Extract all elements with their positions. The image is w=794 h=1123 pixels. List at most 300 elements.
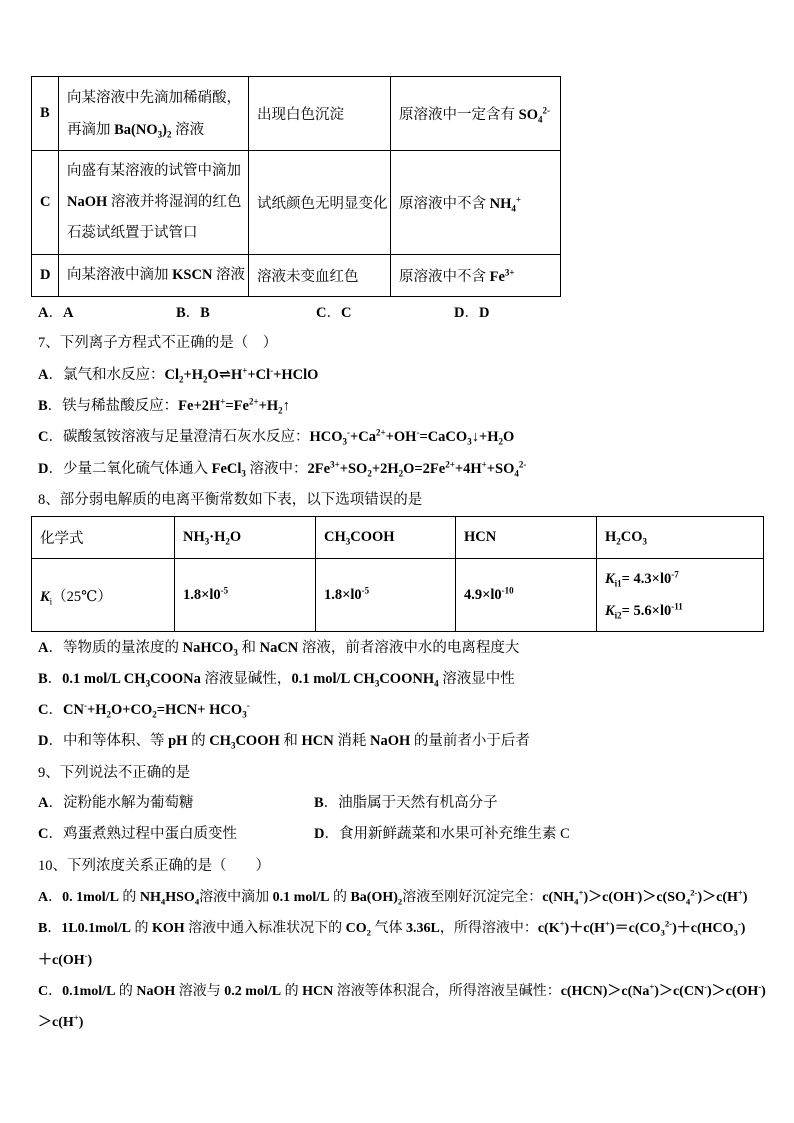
text-run: 2+	[248, 396, 259, 407]
text-run: A	[38, 640, 49, 656]
text-run: -	[634, 887, 638, 898]
text-run: COONa	[150, 671, 201, 687]
text-run: )＞c(H	[697, 890, 738, 905]
q10-stem: 10、下列浓度关系正确的是（ ）	[38, 858, 270, 874]
text-run: -	[737, 918, 741, 929]
q10-option-b	[38, 919, 745, 939]
q7-option-a	[38, 365, 318, 385]
text-run: NH	[489, 196, 512, 212]
text-run: i1	[614, 578, 622, 589]
text-run: pH	[168, 733, 188, 749]
prev-option-a	[38, 303, 73, 323]
text-run: 溶液显碱性，	[200, 671, 292, 687]
text-run: 2	[178, 374, 184, 385]
text-run: 4	[537, 114, 543, 125]
q10-option-a	[38, 888, 748, 908]
q7-option-b	[38, 396, 290, 416]
operation-cell	[59, 77, 249, 151]
text-run: NaOH	[370, 733, 411, 749]
text-run: 3	[345, 536, 351, 547]
text-run: -7	[671, 569, 679, 580]
text-run: 0.2 mol/L	[224, 984, 282, 999]
text-run: A	[38, 890, 49, 905]
text-run: COOH	[350, 529, 395, 545]
text-run: C	[316, 305, 327, 321]
operation-cell	[59, 151, 249, 255]
value-ch3cooh	[316, 559, 456, 632]
text-run: A	[38, 367, 49, 383]
text-run: 2	[366, 927, 371, 938]
text-run: A	[62, 305, 74, 321]
text-run: 溶液	[171, 121, 205, 138]
text-run: +	[242, 365, 248, 376]
text-run: 的	[130, 921, 152, 936]
q9-option-b	[314, 793, 498, 813]
operation-cell	[59, 255, 249, 297]
text-run: B	[38, 921, 48, 936]
text-run: +H	[183, 367, 204, 383]
text-run: 消耗	[333, 733, 370, 749]
text-run: D	[38, 733, 49, 749]
text-run: 2	[397, 896, 403, 907]
text-run: 向某溶液中滴加	[67, 267, 173, 283]
text-run: )＞c(CN	[654, 984, 705, 999]
text-run: Cl	[164, 367, 179, 383]
table-row	[32, 151, 561, 255]
text-run: 2-	[542, 105, 550, 116]
text-run: COOH	[235, 733, 280, 749]
text-run: -	[84, 950, 88, 961]
header-h2co3	[597, 517, 764, 559]
text-run: 3	[374, 678, 380, 689]
q9-option-a	[38, 793, 193, 813]
text-run: 2	[398, 468, 404, 479]
text-run: 2	[616, 536, 621, 547]
text-run: A	[38, 305, 49, 321]
text-run: -	[246, 700, 250, 711]
text-run: +	[649, 981, 655, 992]
prev-option-b	[176, 303, 210, 323]
text-run: =CaCO	[419, 429, 468, 445]
text-run: 3.36L	[405, 921, 440, 936]
q9-option-c	[38, 824, 237, 844]
row-label-ki	[32, 559, 175, 632]
text-run: 3	[467, 436, 472, 447]
text-run: = 4.3×l0	[621, 571, 672, 587]
operation-line	[67, 260, 244, 291]
text-run: -	[83, 700, 87, 711]
text-run: 4	[194, 896, 200, 907]
text-run: NaOH	[67, 194, 108, 210]
q10-option-c-continued	[38, 1013, 83, 1033]
q9-stem: 9、下列说法不正确的是	[38, 765, 191, 781]
text-run: 再滴加	[67, 121, 115, 138]
text-run: 3	[733, 927, 738, 938]
text-run: 2	[367, 468, 372, 479]
text-run: D	[454, 305, 465, 321]
text-run: ＋c(OH	[38, 953, 85, 968]
text-run: 2	[498, 436, 503, 447]
text-run: ＞c(H	[38, 1015, 74, 1030]
text-run: 原溶液中一定含有	[399, 107, 519, 123]
text-run: 的	[329, 890, 351, 905]
text-run: 向某溶液中先滴加稀硝酸，	[67, 89, 241, 106]
text-run: +H	[258, 398, 279, 414]
text-run: +	[578, 887, 584, 898]
value-h2co3-ki2	[605, 595, 759, 627]
text-run: c(HCN)＞c(Na	[560, 984, 650, 999]
text-run: 2+	[376, 427, 386, 438]
text-run: 的	[281, 984, 303, 999]
text-run: 的	[118, 890, 140, 905]
text-run: ．	[47, 671, 63, 687]
operation-line	[67, 218, 244, 249]
phenomenon-cell: 出现白色沉淀	[249, 77, 391, 151]
text-run: -	[347, 427, 351, 438]
text-run: ⇌	[218, 367, 231, 383]
text-run: 溶液中通入标准状况下的	[184, 921, 346, 936]
text-run: ．碳酸氢铵溶液与足量澄清石灰水反应：	[48, 429, 310, 445]
text-run: K	[605, 571, 615, 587]
text-run: 原溶液中不含	[399, 269, 490, 285]
ionization-constant-table	[31, 516, 764, 632]
text-run: HCN	[302, 984, 334, 999]
operation-line	[67, 156, 244, 187]
text-run: ．	[48, 305, 63, 321]
text-run: （25℃）	[52, 588, 112, 605]
text-run: +	[737, 887, 743, 898]
text-run: ．少量二氧化硫气体通入	[48, 461, 212, 477]
text-run: )	[761, 984, 766, 999]
text-run: 溶液至刚好沉淀完全：	[402, 890, 543, 905]
text-run: +	[604, 918, 610, 929]
text-run: i2	[614, 610, 622, 621]
text-run: SO	[518, 107, 538, 123]
text-run: B	[38, 398, 48, 414]
text-run: 和	[237, 640, 260, 656]
prev-option-d	[454, 303, 489, 323]
text-run: ．食用新鲜蔬菜和水果可补充维生素 C	[324, 826, 570, 842]
text-run: B	[314, 795, 324, 811]
text-run: ．	[48, 702, 63, 718]
text-run: ·H	[209, 529, 226, 545]
text-run: 的量前者小于后者	[410, 733, 530, 749]
text-run: NH	[183, 529, 205, 545]
text-run: K	[40, 588, 50, 605]
text-run: ，所得溶液中：	[439, 921, 538, 936]
text-run: C	[38, 429, 49, 445]
table-row	[32, 559, 764, 632]
text-run: 2Fe	[307, 461, 331, 477]
text-run: +	[515, 194, 521, 205]
text-run: =Fe	[225, 398, 249, 414]
operation-line	[67, 114, 244, 146]
text-run: +OH	[385, 429, 417, 445]
text-run: Ba(OH)	[350, 890, 398, 905]
text-run: 2	[152, 709, 157, 720]
text-run: +	[559, 918, 565, 929]
q8-stem: 8、部分弱电解质的电离平衡常数如下表，以下选项错误的是	[38, 492, 423, 508]
text-run: B	[200, 305, 210, 321]
operation-line	[67, 187, 244, 218]
text-run: 溶液与	[175, 984, 225, 999]
text-run: -10	[501, 584, 514, 595]
table-header-row	[32, 517, 764, 559]
text-run: H	[605, 529, 617, 545]
text-run: )＞c(SO	[637, 890, 686, 905]
text-run: CO	[620, 529, 643, 545]
table-row	[32, 255, 561, 297]
header-ch3cooh	[316, 517, 456, 559]
text-run: 1L0.1mol/L	[61, 921, 131, 936]
text-run: c(NH	[542, 890, 575, 905]
text-run: C	[340, 305, 352, 321]
text-run: ↓+H	[471, 429, 499, 445]
text-run: ↑	[282, 398, 290, 414]
text-run: 2	[166, 128, 172, 139]
q8-option-c	[38, 700, 250, 720]
text-run: NaOH	[136, 984, 176, 999]
value-h2co3	[597, 559, 764, 632]
q9-option-d	[314, 824, 570, 844]
text-run: +SO	[339, 461, 368, 477]
text-run: 溶液并将湿润的红色	[107, 194, 242, 210]
text-run: ．淀粉能水解为葡萄糖	[48, 795, 194, 811]
q7-stem: 7、下列离子方程式不正确的是（ ）	[38, 335, 278, 351]
text-run: )＞c(OH	[583, 890, 635, 905]
text-run: 气体	[370, 921, 406, 936]
header-nh3h2o	[175, 517, 316, 559]
text-run: 0. 1mol/L	[62, 890, 119, 905]
text-run: 3	[145, 678, 151, 689]
text-run: ．	[464, 305, 479, 321]
text-run: 0.1 mol/L	[272, 890, 330, 905]
text-run: 3	[230, 740, 236, 751]
text-run: Ba(NO	[114, 121, 158, 138]
text-run: B	[176, 305, 186, 321]
text-run: 2+	[445, 459, 455, 470]
text-run: C	[38, 826, 49, 842]
text-run: ．中和等体积、等	[48, 733, 169, 749]
text-run: )	[742, 890, 748, 905]
text-run: 4.9×l0	[464, 586, 502, 603]
text-run: 2	[278, 405, 283, 416]
value-hcn	[456, 559, 597, 632]
q10-option-c	[38, 982, 766, 1002]
text-run: ．	[326, 305, 341, 321]
text-run: NaCN	[259, 640, 299, 656]
text-run: =HCN+ HCO	[156, 702, 243, 718]
text-run: 3	[241, 468, 246, 479]
text-run: KSCN	[172, 267, 213, 283]
row-letter: C	[32, 151, 59, 255]
q7-option-c	[38, 427, 514, 447]
text-run: 3	[660, 927, 665, 938]
text-run: 3	[157, 128, 163, 139]
text-run: )＋c(H	[564, 921, 605, 936]
text-run: CO	[345, 921, 367, 936]
text-run: 0.1 mol/L CH	[291, 671, 375, 687]
text-run: -	[270, 365, 274, 376]
text-run: 4	[434, 678, 439, 689]
text-run: COONH	[379, 671, 435, 687]
text-run: 3+	[330, 459, 340, 470]
text-run: -	[416, 427, 420, 438]
text-run: +Ca	[350, 429, 376, 445]
text-run: )	[740, 921, 746, 936]
text-run: -	[758, 981, 762, 992]
text-run: c(K	[537, 921, 560, 936]
text-run: Fe+2H	[178, 398, 221, 414]
text-run: ．鸡蛋煮熟过程中蛋白质变性	[48, 826, 237, 842]
text-run: 2	[225, 536, 230, 547]
conclusion-cell	[391, 151, 561, 255]
text-run: O=2Fe	[403, 461, 446, 477]
text-run: +SO	[486, 461, 515, 477]
text-run: 3	[242, 709, 247, 720]
text-run: A	[38, 795, 49, 811]
text-run: K	[605, 603, 615, 619]
text-run: )＋c(HCO	[672, 921, 734, 936]
text-run: NH	[139, 890, 161, 905]
text-run: )＝c(CO	[609, 921, 661, 936]
text-run: 石蕊试纸置于试管口	[67, 225, 198, 241]
text-run: 1.8×l0	[183, 586, 221, 603]
text-run: +	[73, 1012, 79, 1023]
text-run: +	[481, 459, 487, 470]
text-run: -5	[220, 584, 229, 595]
text-run: 原溶液中不含	[399, 196, 490, 212]
text-run: ．	[47, 921, 62, 936]
text-run: O	[502, 429, 515, 445]
text-run: Fe	[489, 269, 505, 285]
text-run: D	[38, 461, 49, 477]
row-letter: D	[32, 255, 59, 297]
text-run: 3	[204, 536, 210, 547]
text-run: +HClO	[273, 367, 319, 383]
text-run: CN	[62, 702, 84, 718]
text-run: HCO	[309, 429, 343, 445]
text-run: HCN	[464, 529, 497, 545]
text-run: CH	[324, 529, 346, 545]
text-run: C	[38, 984, 49, 999]
text-run: ．铁与稀盐酸反应：	[47, 398, 179, 414]
text-run: ．	[48, 890, 63, 905]
text-run: +2H	[371, 461, 399, 477]
q8-option-b	[38, 669, 515, 689]
q8-option-d	[38, 731, 530, 751]
text-run: -	[704, 981, 707, 992]
text-run: B	[38, 671, 48, 687]
text-run: )	[78, 1015, 84, 1030]
text-run: 的	[115, 984, 137, 999]
text-run: 2	[106, 709, 111, 720]
text-run: 溶液	[212, 267, 246, 283]
text-run: 4	[685, 896, 691, 907]
text-run: 溶液中：	[245, 461, 308, 477]
q7-option-d	[38, 459, 526, 479]
experiment-table	[31, 76, 561, 297]
text-run: ．	[185, 305, 201, 321]
table-row	[32, 77, 561, 151]
text-run: )	[162, 121, 167, 138]
text-run: = 5.6×l0	[621, 603, 672, 619]
text-run: O+CO	[110, 702, 153, 718]
conclusion-cell	[391, 255, 561, 297]
text-run: 溶液中滴加	[199, 890, 273, 905]
header-formula-label	[32, 517, 175, 559]
text-run: 和	[279, 733, 302, 749]
text-run: 3	[642, 536, 648, 547]
text-run: )＞c(OH	[706, 984, 759, 999]
text-run: O	[229, 529, 242, 545]
text-run: 化学式	[40, 531, 84, 547]
text-run: H	[230, 367, 243, 383]
header-hcn	[456, 517, 597, 559]
text-run: 2-	[518, 459, 527, 470]
phenomenon-cell: 试纸颜色无明显变化	[249, 151, 391, 255]
text-run: +4H	[454, 461, 482, 477]
text-run: 4	[574, 896, 579, 907]
text-run: 2-	[664, 918, 673, 929]
text-run: 2-	[690, 887, 698, 898]
text-run: ．	[48, 984, 63, 999]
text-run: 4	[511, 203, 516, 214]
text-run: D	[314, 826, 325, 842]
text-run: 溶液显中性	[438, 671, 515, 687]
text-run: ．氯气和水反应：	[48, 367, 165, 383]
text-run: FeCl	[211, 461, 242, 477]
text-run: +Cl	[247, 367, 271, 383]
text-run: +H	[86, 702, 107, 718]
text-run: i	[49, 595, 53, 606]
text-run: 4	[514, 468, 519, 479]
prev-option-c	[316, 303, 351, 323]
text-run: ．油脂属于天然有机高分子	[323, 795, 498, 811]
q10-option-b-continued	[38, 951, 92, 971]
text-run: 1.8×l0	[324, 586, 362, 603]
text-run: 4	[160, 896, 166, 907]
q8-option-a	[38, 638, 519, 658]
text-run: 2	[203, 374, 208, 385]
text-run: CH	[209, 733, 231, 749]
text-run: O	[207, 367, 219, 383]
text-run: +	[220, 396, 226, 407]
row-letter: B	[32, 77, 59, 151]
value-h2co3-ki1	[605, 563, 759, 595]
conclusion-cell	[391, 77, 561, 151]
text-run: 3	[233, 647, 238, 658]
text-run: HSO	[165, 890, 195, 905]
text-run: 溶液等体积混合，所得溶液呈碱性：	[333, 984, 561, 999]
text-run: -5	[361, 584, 370, 595]
text-run: C	[38, 702, 49, 718]
text-run: NaHCO	[182, 640, 234, 656]
text-run: KOH	[151, 921, 185, 936]
text-run: 3+	[504, 267, 515, 278]
text-run: 的	[187, 733, 210, 749]
text-run: HCN	[301, 733, 334, 749]
text-run: -11	[671, 601, 683, 612]
value-nh3h2o	[175, 559, 316, 632]
text-run: 0.1mol/L	[62, 984, 116, 999]
text-run: 向盛有某溶液的试管中滴加	[67, 163, 241, 179]
text-run: )	[87, 953, 93, 968]
text-run: 溶液，前者溶液中水的电离程度大	[298, 640, 520, 656]
text-run: D	[478, 305, 490, 321]
phenomenon-cell: 溶液未变血红色	[249, 255, 391, 297]
text-run: ．等物质的量浓度的	[48, 640, 183, 656]
